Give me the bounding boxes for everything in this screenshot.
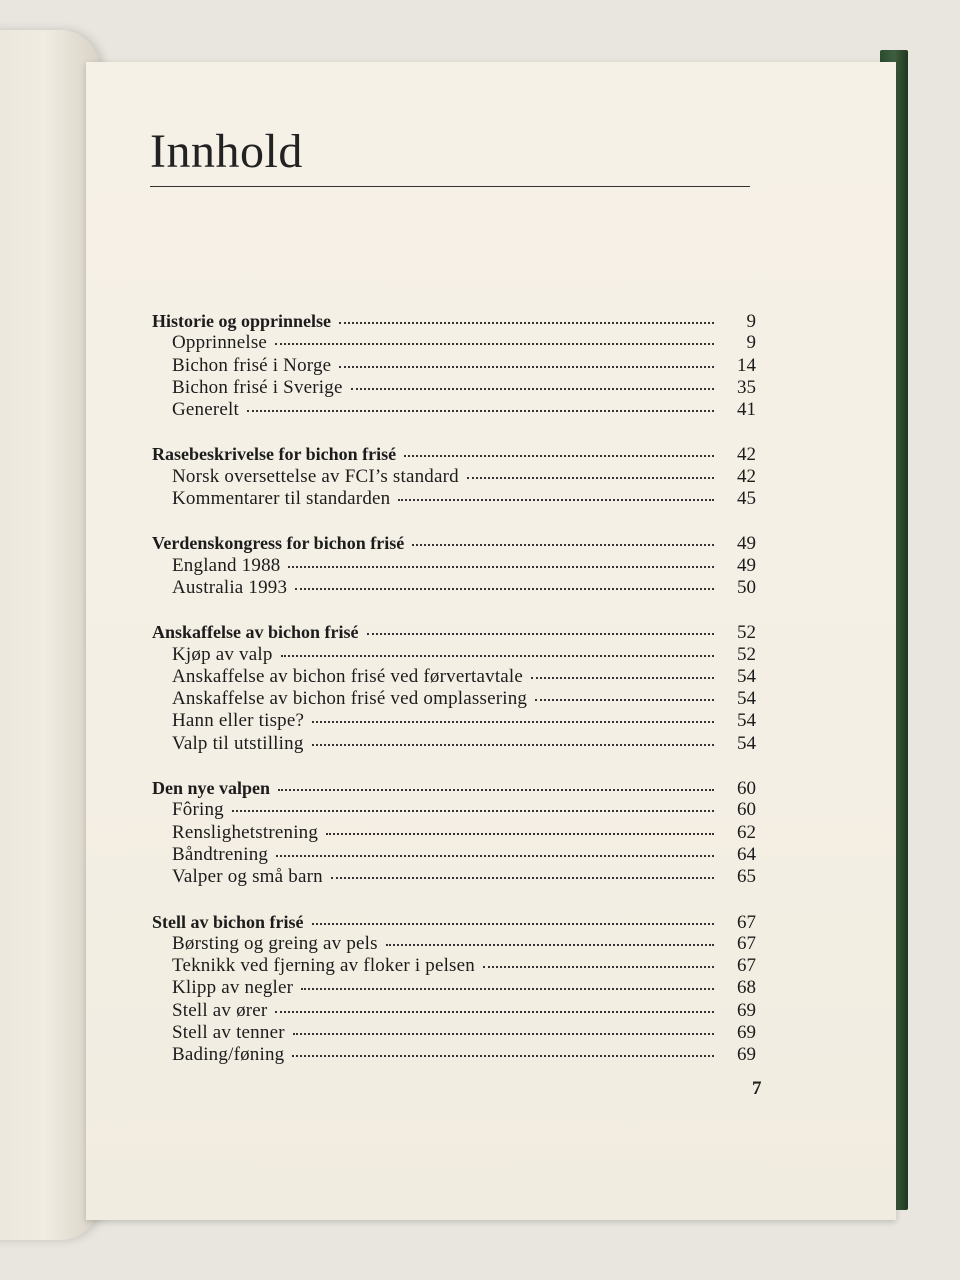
toc-heading-label: Historie og opprinnelse [152, 311, 331, 331]
toc-entry [152, 822, 756, 844]
toc-entry-label: England 1988 [172, 554, 281, 576]
toc-heading [152, 911, 756, 933]
toc-entry [152, 666, 756, 688]
dot-leader [351, 388, 714, 390]
dot-leader [247, 410, 714, 412]
dot-leader [288, 566, 714, 568]
toc-entry-label: Kommentarer til standarden [172, 488, 391, 510]
toc-entry-page: 42 [737, 465, 756, 487]
toc-entry-label: Norsk oversettelse av FCI’s standard [172, 465, 459, 487]
toc-entry-page: 69 [737, 1044, 756, 1066]
toc-entry-label: Stell av ører [172, 999, 268, 1021]
toc-entry-label: Anskaffelse av bichon frisé ved førvertavtale [172, 665, 524, 687]
toc-heading-page: 67 [737, 911, 756, 933]
toc-entry [152, 1000, 756, 1022]
toc-entry-label: Fôring [172, 799, 224, 821]
toc-entry-label: Valp til utstilling [172, 732, 304, 754]
dot-leader [312, 721, 714, 723]
dot-leader [278, 789, 714, 791]
toc-entry-label: Bichon frisé i Norge [172, 354, 332, 376]
dot-leader [281, 655, 714, 657]
toc-section [152, 911, 756, 1067]
toc-heading-label: Anskaffelse av bichon frisé [152, 622, 359, 643]
toc-heading-page: 52 [737, 622, 756, 644]
dot-leader [404, 455, 714, 457]
page-number: 7 [752, 1078, 762, 1099]
toc-entry [152, 710, 756, 732]
dot-leader [467, 477, 714, 479]
toc-entry-page: 60 [737, 799, 756, 821]
toc-entry [152, 644, 756, 666]
toc-entry-label: Bading/føning [172, 1044, 285, 1066]
toc-entry-page: 54 [737, 710, 756, 732]
toc-entry-label: Opprinnelse [172, 332, 268, 354]
dot-leader [312, 744, 714, 746]
toc-heading [152, 443, 756, 465]
toc-entry-page: 14 [737, 354, 756, 376]
toc-heading-page: 49 [737, 533, 756, 555]
title-rule [150, 186, 750, 187]
dot-leader [295, 588, 714, 590]
toc-entry-page: 69 [737, 1022, 756, 1044]
dot-leader [367, 633, 715, 635]
toc-entry-label: Renslighetstrening [172, 821, 319, 843]
toc-entry-label: Båndtrening [172, 843, 269, 865]
toc-entry-page: 68 [737, 977, 756, 999]
toc-entry-page: 49 [737, 554, 756, 576]
toc-heading [152, 310, 756, 332]
dot-leader [535, 699, 714, 701]
toc-heading-label: Den nye valpen [152, 778, 271, 799]
toc-entry [152, 688, 756, 710]
toc-heading-label: Stell av bichon frisé [152, 911, 304, 932]
facing-page-edge [0, 30, 100, 1240]
toc-heading-page: 42 [737, 444, 756, 466]
dot-leader [292, 1055, 714, 1057]
page-title: Innhold [150, 125, 303, 178]
toc-entry-label: Børsting og greing av pels [172, 932, 378, 954]
toc-entry [152, 866, 756, 888]
toc-entry [152, 577, 756, 599]
toc-entry-label: Australia 1993 [172, 576, 288, 598]
toc-entry-label: Stell av tenner [172, 1022, 285, 1044]
dot-leader [483, 966, 714, 968]
toc-entry [152, 955, 756, 977]
toc-section [152, 443, 756, 510]
toc-entry [152, 977, 756, 999]
toc-entry [152, 488, 756, 510]
toc-entry-page: 54 [737, 732, 756, 754]
book-page [86, 62, 896, 1220]
dot-leader [339, 322, 714, 324]
dot-leader [301, 988, 714, 990]
toc-heading-page: 9 [746, 311, 756, 332]
toc-entry-label: Bichon frisé i Sverige [172, 376, 343, 398]
toc-entry-page: 64 [737, 843, 756, 865]
toc-heading-label: Verdenskongress for bichon frisé [152, 533, 405, 554]
toc-entry [152, 466, 756, 488]
toc-entry-label: Valper og små barn [172, 866, 323, 888]
toc-entry [152, 844, 756, 866]
dot-leader [398, 499, 714, 501]
dot-leader [275, 343, 714, 345]
toc-entry-page: 52 [737, 643, 756, 665]
toc-entry-page: 54 [737, 665, 756, 687]
table-of-contents [152, 310, 756, 1089]
toc-entry-label: Teknikk ved fjerning av floker i pelsen [172, 955, 475, 977]
toc-entry [152, 355, 756, 377]
toc-entry-page: 67 [737, 932, 756, 954]
toc-entry-page: 35 [737, 376, 756, 398]
dot-leader [531, 677, 714, 679]
toc-entry-page: 9 [746, 332, 756, 354]
toc-entry-page: 65 [737, 866, 756, 888]
toc-entry-page: 50 [737, 576, 756, 598]
toc-entry [152, 555, 756, 577]
toc-entry-label: Anskaffelse av bichon frisé ved omplassering [172, 688, 528, 710]
toc-heading-page: 60 [737, 778, 756, 800]
dot-leader [232, 810, 714, 812]
toc-entry-page: 67 [737, 955, 756, 977]
toc-entry-page: 41 [737, 399, 756, 421]
toc-heading-label: Rasebeskrivelse for bichon frisé [152, 444, 397, 465]
dot-leader [412, 544, 714, 546]
dot-leader [312, 923, 715, 925]
dot-leader [386, 944, 714, 946]
toc-entry [152, 1022, 756, 1044]
dot-leader [339, 366, 714, 368]
toc-entry [152, 799, 756, 821]
toc-entry-page: 54 [737, 688, 756, 710]
toc-heading [152, 621, 756, 643]
toc-entry-label: Kjøp av valp [172, 643, 273, 665]
toc-entry-page: 62 [737, 821, 756, 843]
toc-entry [152, 332, 756, 354]
toc-section [152, 310, 756, 421]
toc-entry-page: 69 [737, 999, 756, 1021]
toc-entry [152, 377, 756, 399]
toc-section [152, 532, 756, 599]
toc-entry-label: Generelt [172, 399, 240, 421]
toc-entry [152, 733, 756, 755]
toc-entry-label: Klipp av negler [172, 977, 294, 999]
toc-entry [152, 1044, 756, 1066]
dot-leader [331, 877, 714, 879]
toc-entry [152, 399, 756, 421]
dot-leader [275, 1011, 714, 1013]
dot-leader [326, 833, 714, 835]
toc-entry-page: 45 [737, 488, 756, 510]
toc-section [152, 777, 756, 888]
dot-leader [293, 1033, 714, 1035]
toc-section [152, 621, 756, 755]
toc-heading [152, 777, 756, 799]
toc-entry-label: Hann eller tispe? [172, 710, 305, 732]
toc-entry [152, 933, 756, 955]
toc-heading [152, 532, 756, 554]
dot-leader [276, 855, 714, 857]
